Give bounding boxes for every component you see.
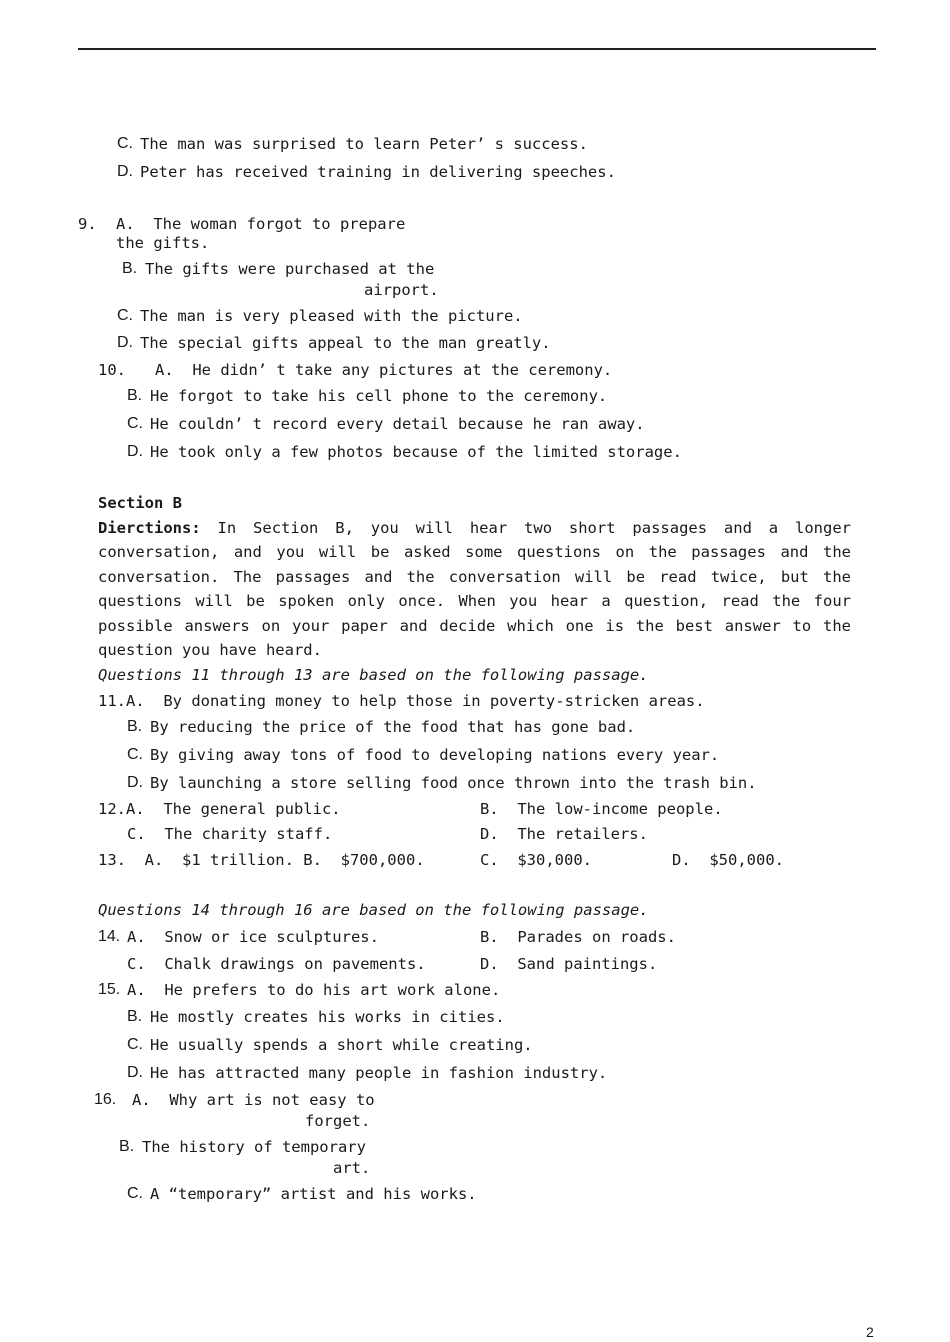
header-rule <box>78 48 876 50</box>
q14-option-c: C. Chalk drawings on pavements. <box>127 955 426 973</box>
q10-a-text: A. He didn’ t take any pictures at the ceremony. <box>155 361 613 379</box>
q15-a-text: A. He prefers to do his art work alone. <box>127 981 501 999</box>
q15-b-text: He mostly creates his works in cities. <box>150 1008 505 1026</box>
page-number: 2 <box>866 1324 874 1340</box>
q9-number: 9. <box>78 215 97 233</box>
q10-b-label: B. <box>127 387 143 404</box>
q10-number: 10. <box>98 361 126 379</box>
q16-a-line1: A. Why art is not easy to <box>132 1091 375 1109</box>
q9-c-text: The man is very pleased with the picture. <box>140 307 523 325</box>
q11-c-label: C. <box>127 746 143 763</box>
q14-option-d: D. Sand paintings. <box>480 955 658 973</box>
passage-2-intro: Questions 14 through 16 are based on the following passage. <box>98 901 649 919</box>
q16-c-text: A “temporary” artist and his works. <box>150 1185 477 1203</box>
q16-b-line2: art. <box>333 1159 371 1177</box>
q15-number: 15. <box>98 981 121 998</box>
q8-c-label: C. <box>117 135 133 152</box>
q16-number: 16. <box>94 1091 117 1108</box>
q9-b-label: B. <box>122 260 138 277</box>
q8-d-text: Peter has received training in delivering speeches. <box>140 163 616 181</box>
q15-d-label: D. <box>127 1064 143 1081</box>
directions-label: Dierctions: <box>98 519 201 537</box>
q11-c-text: By giving away tons of food to developing nations every year. <box>150 746 720 764</box>
q12-option-c: C. The charity staff. <box>127 825 333 843</box>
q9-a-line2: the gifts. <box>116 234 210 252</box>
q11-d-text: By launching a store selling food once thrown into the trash bin. <box>150 774 757 792</box>
section-b-directions <box>98 516 851 662</box>
q12-option-d: D. The retailers. <box>480 825 648 843</box>
q10-c-label: C. <box>127 415 143 432</box>
q14-option-b: B. Parades on roads. <box>480 928 676 946</box>
q13-option-c: C. $30,000. <box>480 851 592 869</box>
q11-a-text: 11.A. By donating money to help those in poverty-stricken areas. <box>98 692 705 710</box>
q12-option-b: B. The low-income people. <box>480 800 723 818</box>
directions-text: In Section B, you will hear two short passages and a longer conversation, and you will be asked some questions on the passages and the conversation. The passages and the conversation will be read twice, but the questions will be spoken only once. When you hear a question, read the four possible answers on your paper and decide which one is the best answer to the question you have heard. <box>98 519 851 660</box>
section-b-title: Section B <box>98 494 182 512</box>
q10-c-text: He couldn’ t record every detail because he ran away. <box>150 415 645 433</box>
passage-1-intro: Questions 11 through 13 are based on the following passage. <box>98 666 649 684</box>
q8-d-label: D. <box>117 163 133 180</box>
q12-option-a: 12.A. The general public. <box>98 800 341 818</box>
q13-option-d: D. $50,000. <box>672 851 784 869</box>
q9-a-line1: A. The woman forgot to prepare <box>116 215 406 233</box>
q10-b-text: He forgot to take his cell phone to the ceremony. <box>150 387 608 405</box>
q9-c-label: C. <box>117 307 133 324</box>
q15-c-label: C. <box>127 1036 143 1053</box>
q10-d-text: He took only a few photos because of the limited storage. <box>150 443 682 461</box>
q11-b-label: B. <box>127 718 143 735</box>
q9-d-label: D. <box>117 334 133 351</box>
q8-c-text: The man was surprised to learn Peter’ s success. <box>140 135 588 153</box>
q11-d-label: D. <box>127 774 143 791</box>
q9-b-line2: airport. <box>364 281 439 299</box>
q11-b-text: By reducing the price of the food that has gone bad. <box>150 718 636 736</box>
q15-b-label: B. <box>127 1008 143 1025</box>
q15-c-text: He usually spends a short while creating. <box>150 1036 533 1054</box>
q13-options-ab: 13. A. $1 trillion. B. $700,000. <box>98 851 425 869</box>
q16-c-label: C. <box>127 1185 143 1202</box>
q14-option-a: A. Snow or ice sculptures. <box>127 928 379 946</box>
q16-a-line2: forget. <box>305 1112 371 1130</box>
q9-d-text: The special gifts appeal to the man greatly. <box>140 334 551 352</box>
q10-d-label: D. <box>127 443 143 460</box>
q9-b-line1: The gifts were purchased at the <box>145 260 435 278</box>
q15-d-text: He has attracted many people in fashion industry. <box>150 1064 608 1082</box>
q16-b-label: B. <box>119 1138 135 1155</box>
q14-number: 14. <box>98 928 121 945</box>
q16-b-line1: The history of temporary <box>142 1138 366 1156</box>
